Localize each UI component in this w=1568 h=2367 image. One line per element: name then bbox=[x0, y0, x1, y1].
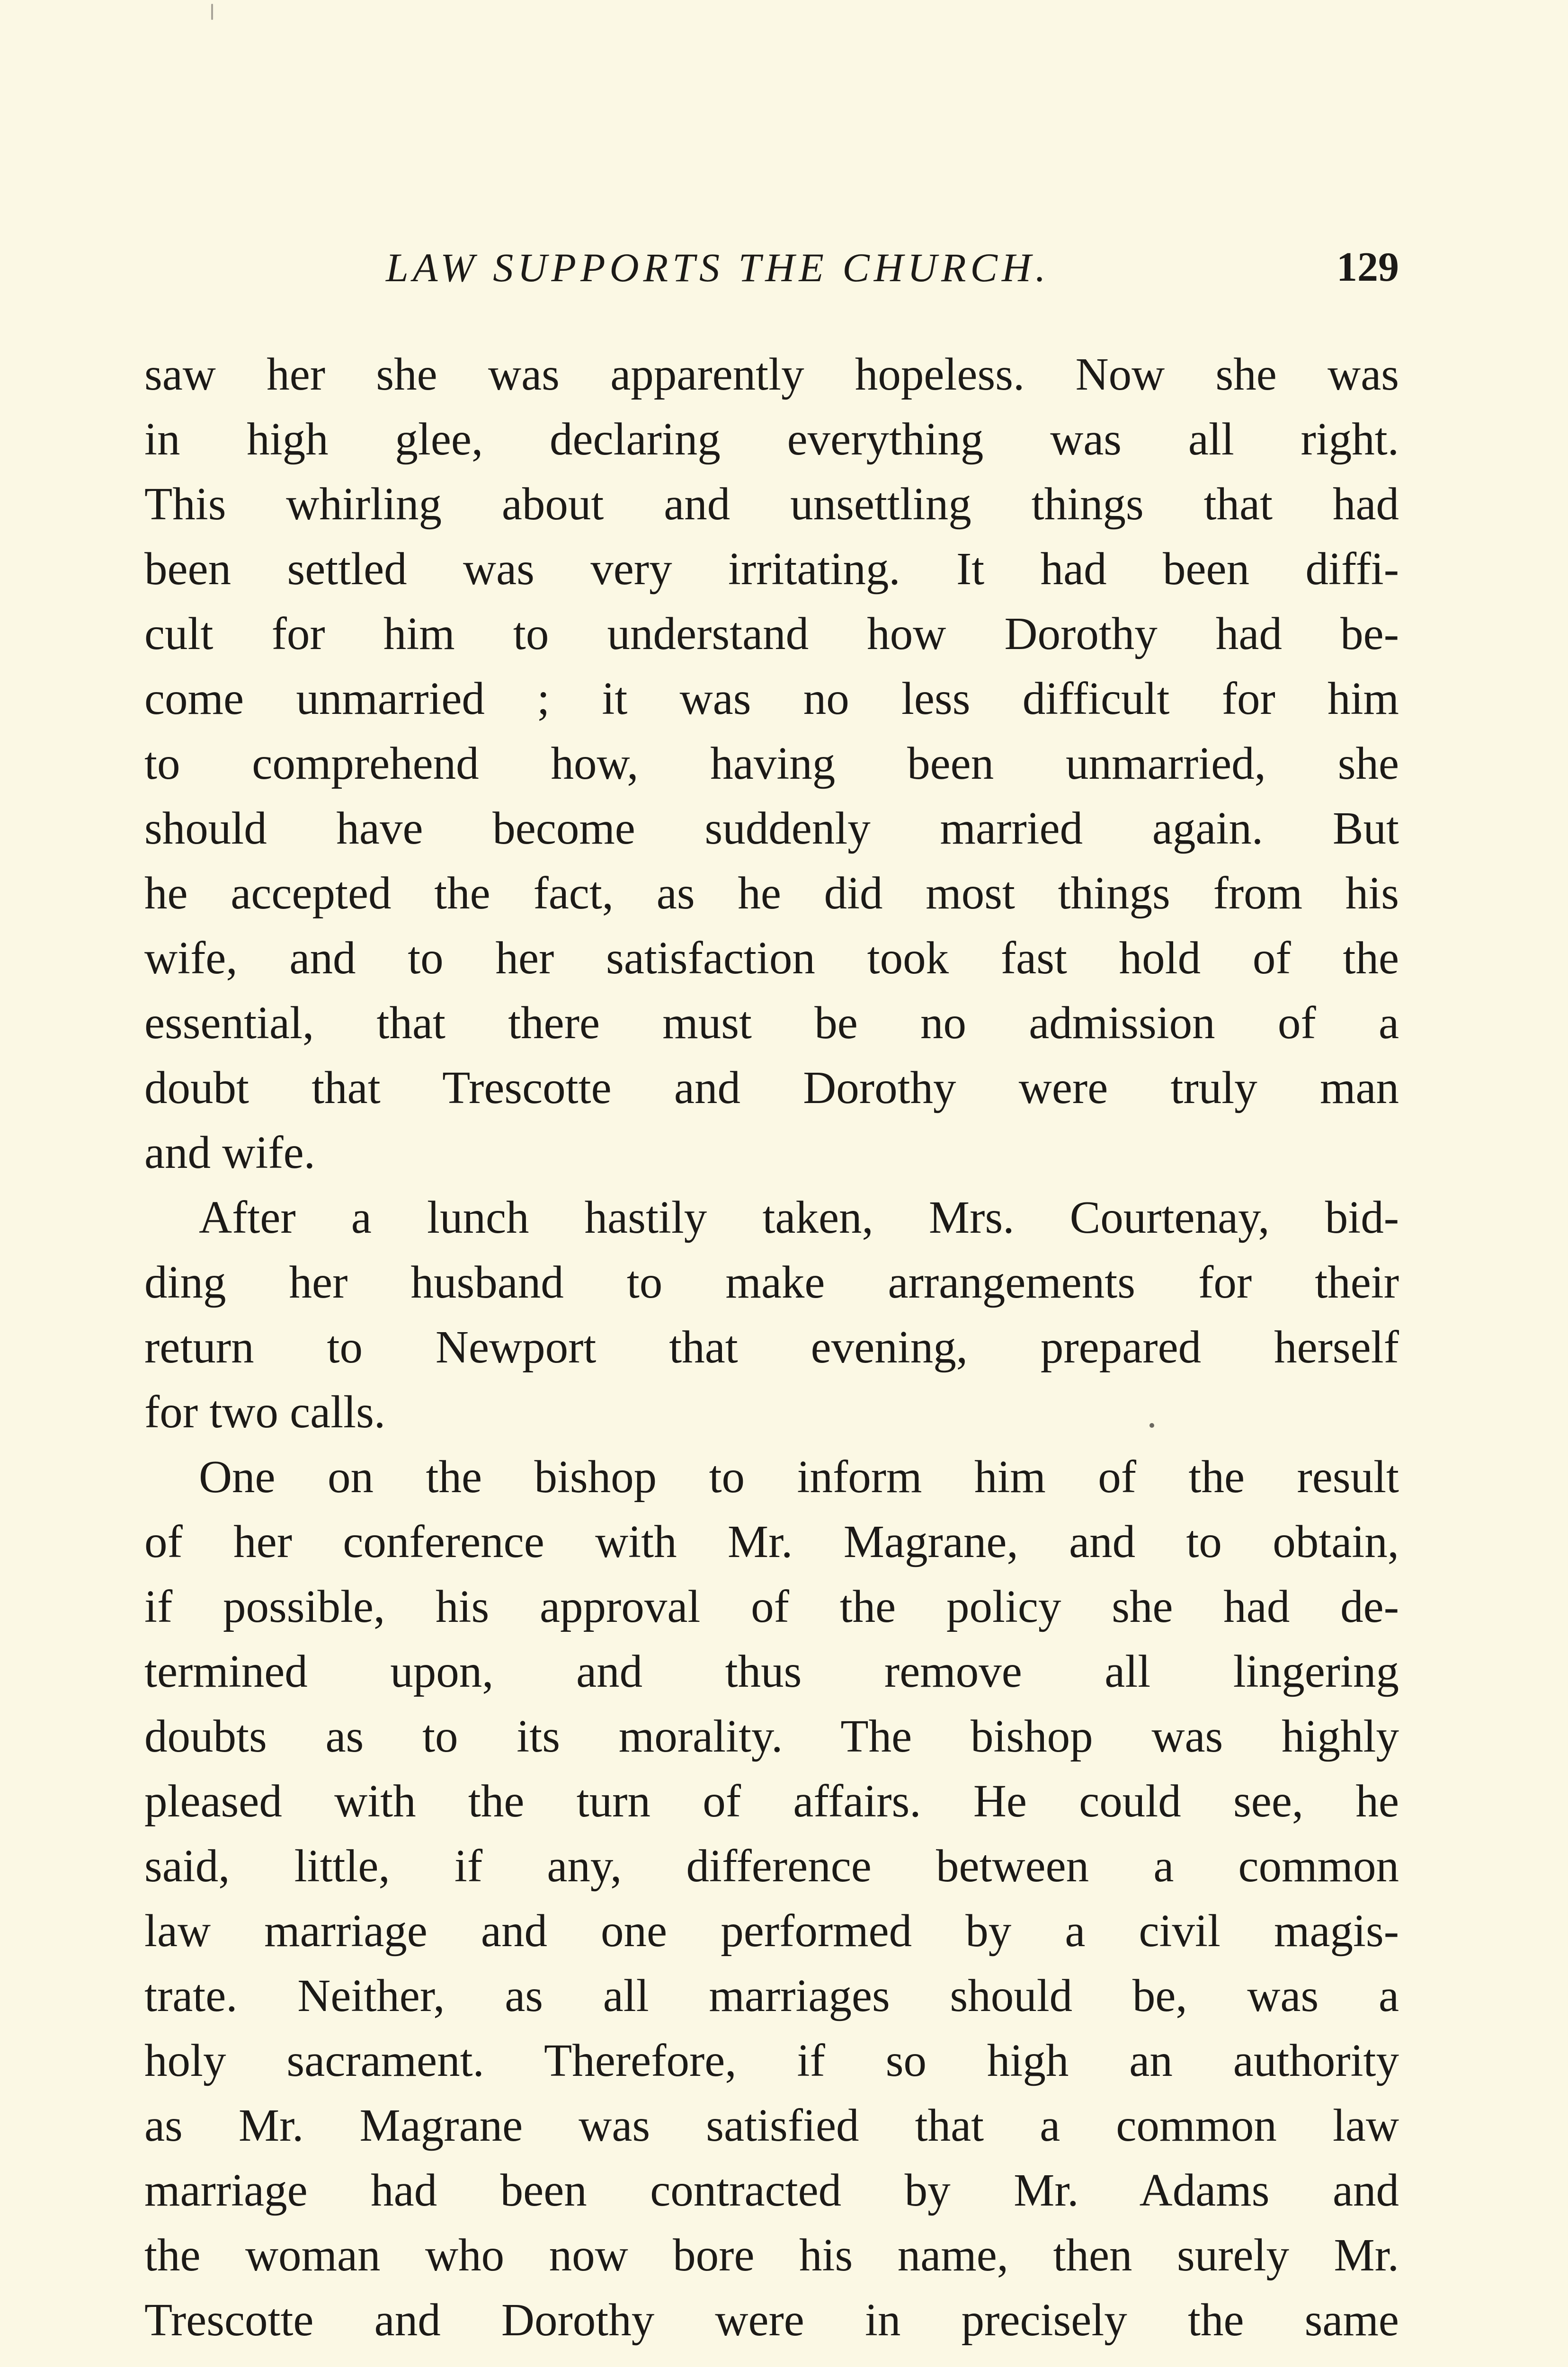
body-text bbox=[144, 342, 1399, 2352]
text-line: cult for him to understand how Dorothy had be- bbox=[144, 608, 1399, 659]
running-head bbox=[144, 232, 1399, 303]
text-line: termined upon, and thus remove all lingering bbox=[144, 1646, 1399, 1697]
running-title: LAW SUPPORTS THE CHURCH. bbox=[386, 245, 1050, 290]
text-line: in high glee, declaring everything was all right. bbox=[144, 414, 1399, 464]
text-line: to comprehend how, having been unmarried, she bbox=[144, 738, 1399, 789]
text-line: essential, that there must be no admission of a bbox=[144, 997, 1399, 1048]
text-line: This whirling about and unsettling things that had bbox=[144, 479, 1399, 529]
text-line: of her conference with Mr. Magrane, and to obtain, bbox=[144, 1516, 1399, 1567]
paragraph-start-line: One on the bishop to inform him of the result bbox=[199, 1451, 1399, 1502]
text-line: pleased with the turn of affairs. He could see, he bbox=[144, 1776, 1399, 1826]
text-line: return to Newport that evening, prepared herself bbox=[144, 1322, 1399, 1372]
text-line: trate. Neither, as all marriages should be, was a bbox=[144, 1970, 1399, 2021]
text-line: been settled was very irritating. It had been diffi- bbox=[144, 543, 1399, 594]
text-line: saw her she was apparently hopeless. Now she was bbox=[144, 349, 1399, 400]
text-line: if possible, his approval of the policy she had de- bbox=[144, 1581, 1399, 1632]
text-line: said, little, if any, difference between a common bbox=[144, 1841, 1399, 1891]
text-line: doubt that Trescotte and Dorothy were truly man bbox=[144, 1062, 1399, 1113]
text-line: holy sacrament. Therefore, if so high an authority bbox=[144, 2035, 1399, 2086]
text-line: law marriage and one performed by a civil magis- bbox=[144, 1905, 1399, 1956]
text-line: doubts as to its morality. The bishop was highly bbox=[144, 1711, 1399, 1762]
text-line: wife, and to her satisfaction took fast hold of the bbox=[144, 933, 1399, 983]
text-line: the woman who now bore his name, then surely Mr. bbox=[144, 2230, 1399, 2280]
text-line: come unmarried ; it was no less difficult for him bbox=[144, 673, 1399, 724]
ink-speck bbox=[1149, 1423, 1154, 1428]
paragraph-start-line: After a lunch hastily taken, Mrs. Courtenay, bid- bbox=[199, 1192, 1399, 1243]
page-number: 129 bbox=[1336, 244, 1399, 290]
ink-speck bbox=[211, 4, 213, 20]
text-line: as Mr. Magrane was satisfied that a common law bbox=[144, 2100, 1399, 2151]
text-line: for two calls. bbox=[144, 1387, 386, 1437]
text-line: marriage had been contracted by Mr. Adams and bbox=[144, 2165, 1399, 2216]
text-line: he accepted the fact, as he did most things from his bbox=[144, 868, 1399, 918]
text-line: and wife. bbox=[144, 1127, 315, 1178]
text-line: should have become suddenly married again. But bbox=[144, 803, 1399, 854]
text-line: Trescotte and Dorothy were in precisely the same bbox=[144, 2295, 1399, 2345]
text-line: ding her husband to make arrangements for their bbox=[144, 1257, 1399, 1308]
